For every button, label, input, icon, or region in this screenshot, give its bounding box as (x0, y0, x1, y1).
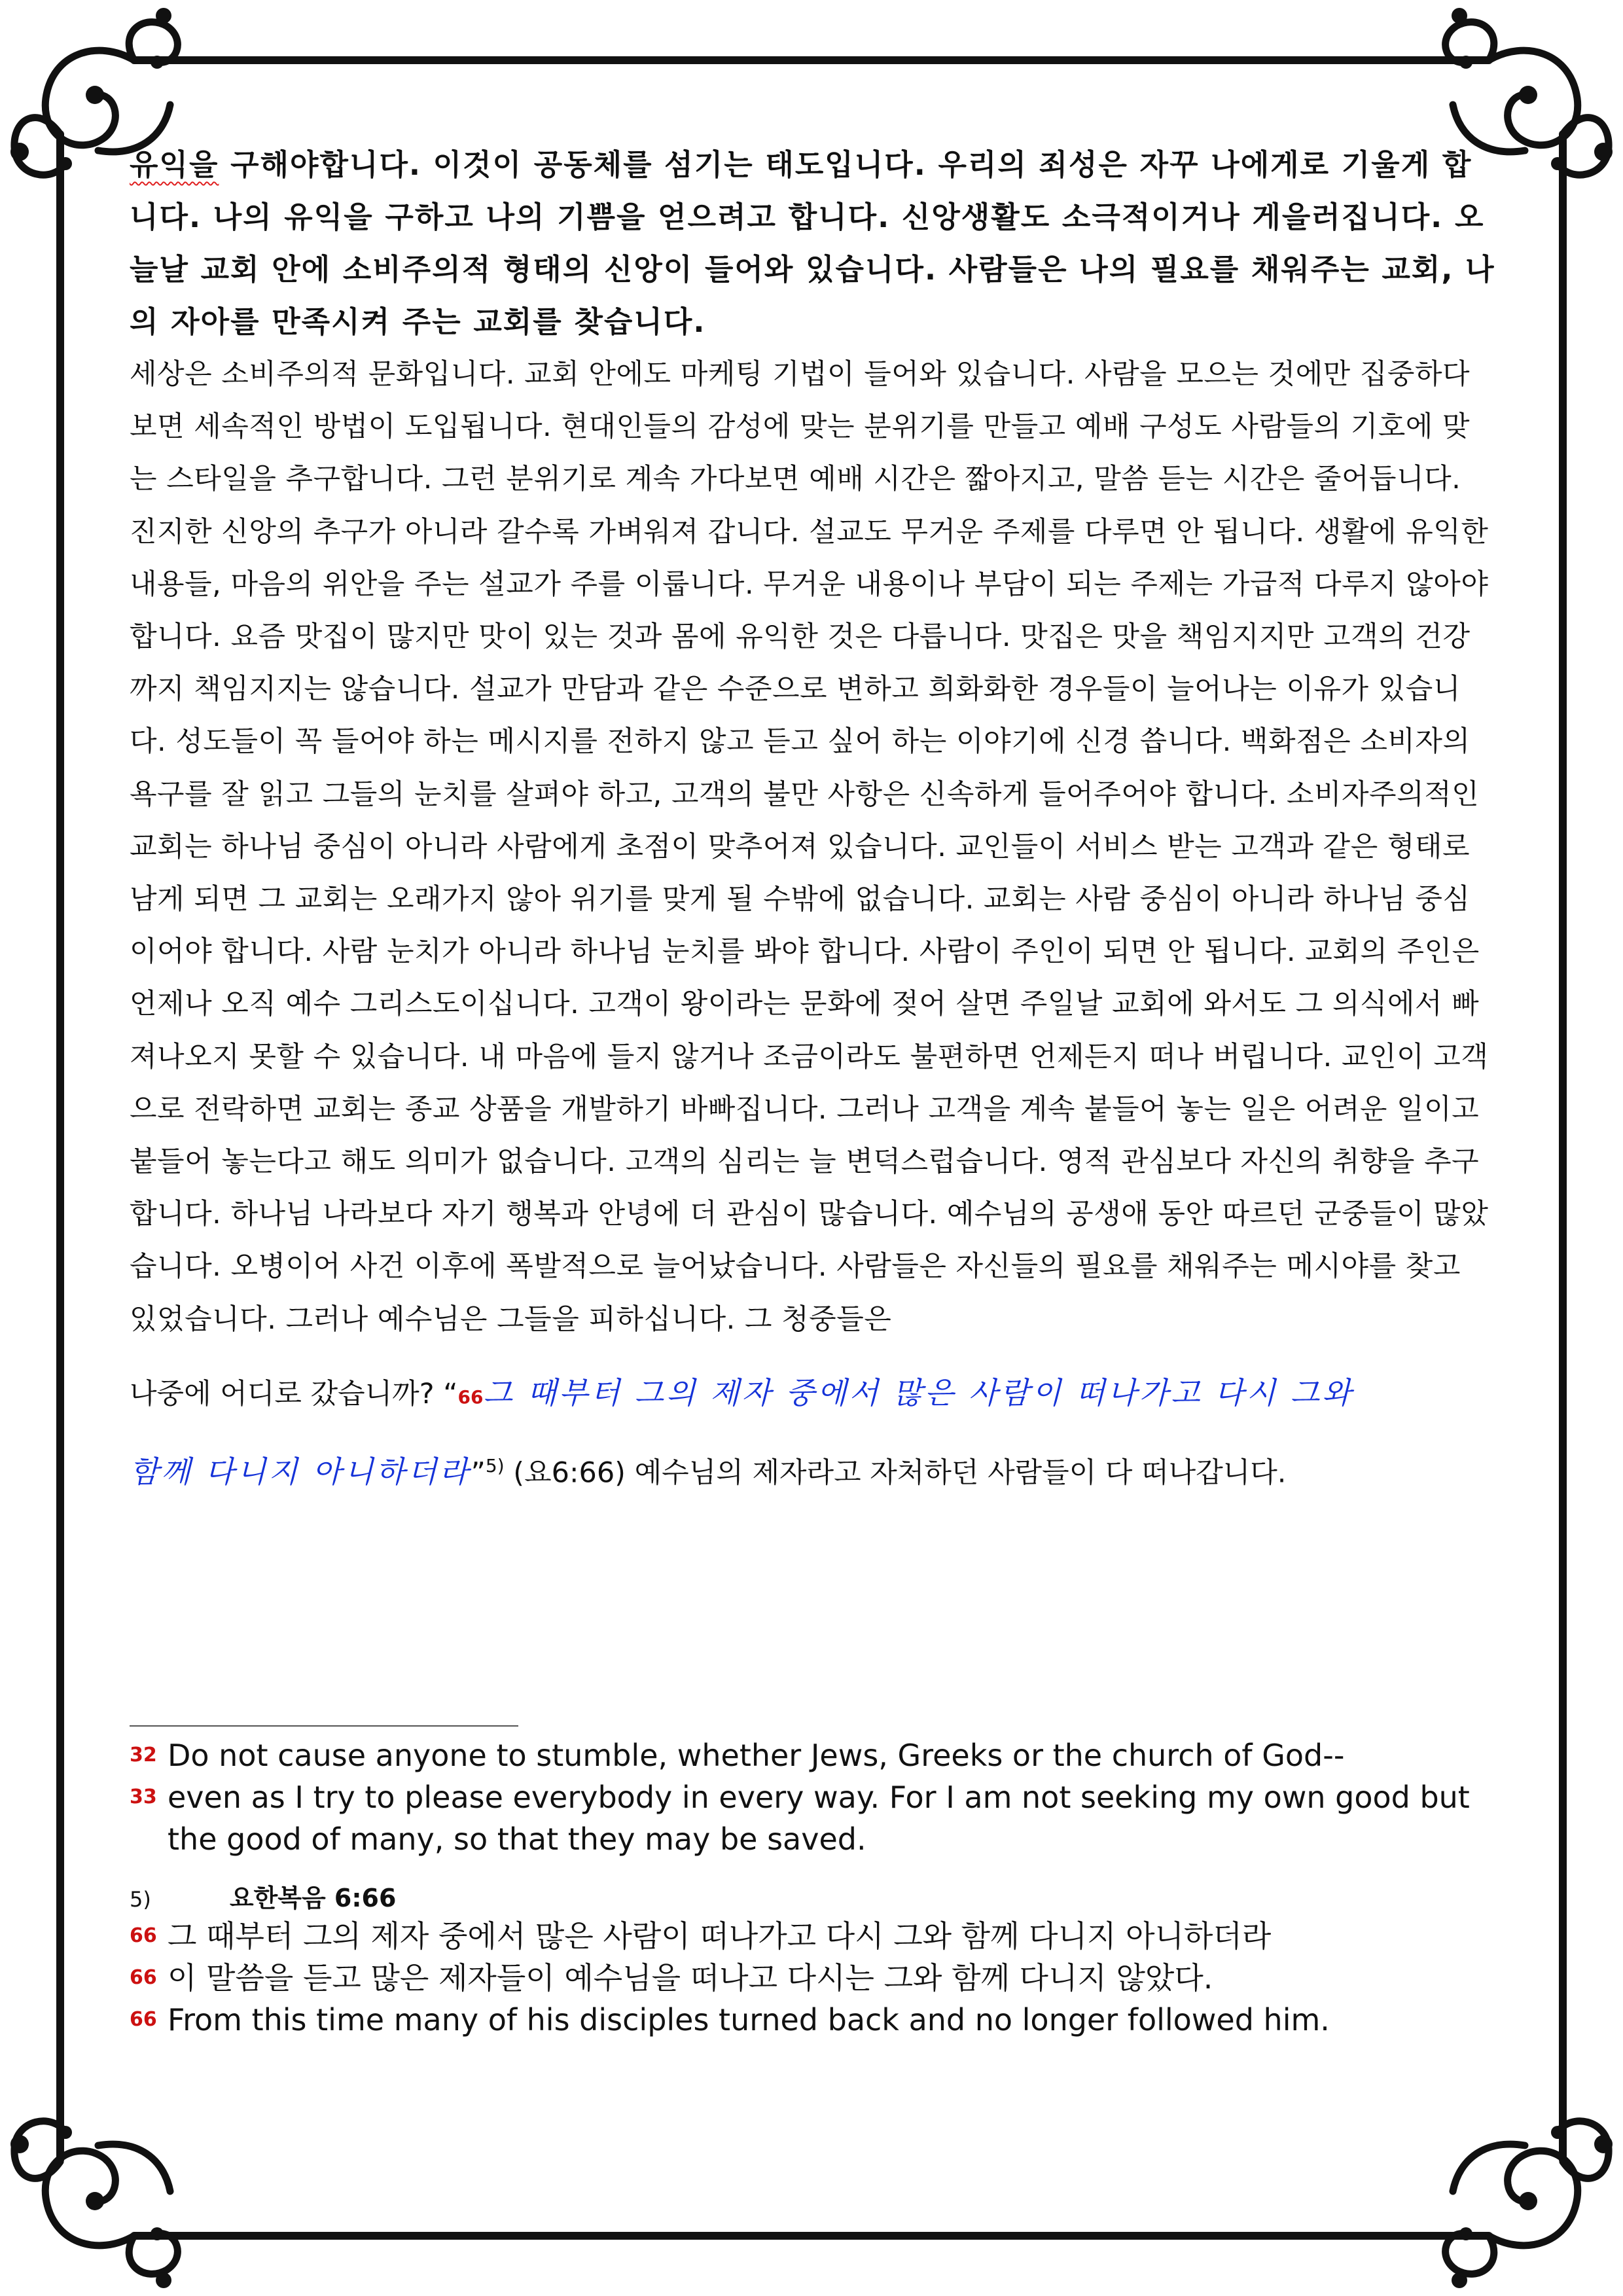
quote-line-1: 나중에 어디로 갔습니까? “66그 때부터 그의 제자 중에서 많은 사람이 떠나가고 다시 그와 (130, 1374, 1354, 1410)
handwritten-quote-1: 그 때부터 그의 제자 중에서 많은 사람이 떠나가고 다시 그와 (483, 1374, 1354, 1410)
verse-line: 66 그 때부터 그의 제자 중에서 많은 사람이 떠나가고 다시 그와 함께 다니지 아니하더라 (130, 1918, 1272, 1954)
verse-line: 33 even as I try to please everybody in every way. For I am not seeking my own good but the good of many, so that they may be saved. (130, 1780, 1470, 1857)
bold-paragraph (130, 139, 1497, 348)
quote-line-2: 함께 다니지 아니하더라”$^{5)}$ (요6:66) 예수님의 제자라고 자처하던 사람들이 다 떠나갑니다. (130, 1454, 1287, 1490)
verse-line: 66 From this time many of his disciples turned back and no longer followed him. (130, 2002, 1330, 2037)
verse-line: 32 Do not cause anyone to stumble, whether Jews, Greeks or the church of God-- (130, 1738, 1345, 1773)
footnote-divider (130, 1725, 518, 1727)
footnote-5-heading: 5) 요한복음 6:66 (130, 1884, 397, 1912)
quote-tail: (요6:66) 예수님의 제자라고 자처하던 사람들이 다 떠나갑니다. (504, 1456, 1287, 1490)
verse-line: 66 이 말씀을 듣고 많은 제자들이 예수님을 떠나고 다시는 그와 함께 다니지 않았다. (130, 1960, 1213, 1996)
underlined-word: 유익을 (130, 147, 219, 182)
bold-paragraph-text: 구해야합니다. 이것이 공동체를 섬기는 태도입니다. 우리의 죄성은 자꾸 나에게로 기울게 합니다. 나의 유익을 구하고 나의 기쁨을 얻으려고 합니다. 신앙생활도 소극적이거나 게을러집니다. 오늘날 교회 안에 소비주의적 형태의 신앙이 들어와 있습니다. 사람들은 나의 필요를 채워주는 교회, 나의 자아를 만족시켜 주는 교회를 찾습니다. (130, 147, 1495, 339)
handwritten-quote-2: 함께 다니지 아니하더라 (130, 1454, 471, 1490)
verse-number: 66 (457, 1386, 484, 1408)
main-content (130, 139, 1497, 1520)
footnotes (130, 1734, 1471, 2041)
footnote-ref: 5) (485, 1454, 505, 1477)
body-paragraph: 세상은 소비주의적 문화입니다. 교회 안에도 마케팅 기법이 들어와 있습니다. 사람을 모으는 것에만 집중하다 보면 세속적인 방법이 도입됩니다. 현대인들의 감성에 맞는 분위기를 만들고 예배 구성도 사람들의 기호에 맞는 스타일을 추구합니다. 그런 분위기로 계속 가다보면 예배 시간은 짧아지고, 말씀 듣는 시간은 줄어듭니다. 진지한 신앙의 추구가 아니라 갈수록 가벼워져 갑니다. 설교도 무거운 주제를 다루면 안 됩니다. 생활에 유익한 내용들, 마음의 위안을 주는 설교가 주를 이룹니다. 무거운 내용이나 부담이 되는 주제는 가급적 다루지 않아야 합니다. 요즘 맛집이 많지만 맛이 있는 것과 몸에 유익한 것은 다릅니다. 맛집은 맛을 책임지지만 고객의 건강까지 책임지지는 않습니다. 설교가 만담과 같은 수준으로 변하고 희화화한 경우들이 늘어나는 이유가 있습니다. 성도들이 꼭 들어야 하는 메시지를 전하지 않고 듣고 싶어 하는 이야기에 신경 씁니다. 백화점은 소비자의 욕구를 잘 읽고 그들의 눈치를 살펴야 하고, 고객의 불만 사항은 신속하게 들어주어야 합니다. 소비자주의적인 교회는 하나님 중심이 아니라 사람에게 초점이 맞추어져 있습니다. 교인들이 서비스 받는 고객과 같은 형태로 남게 되면 그 교회는 오래가지 않아 위기를 맞게 될 수밖에 없습니다. 교회는 사람 중심이 아니라 하나님 중심이어야 합니다. 사람 눈치가 아니라 하나님 눈치를 봐야 합니다. 사람이 주인이 되면 안 됩니다. 교회의 주인은 언제나 오직 예수 그리스도이십니다. 고객이 왕이라는 문화에 젖어 살면 주일날 교회에 와서도 그 의식에서 빠져나오지 못할 수 있습니다. 내 마음에 들지 않거나 조금이라도 불편하면 언제든지 떠나 버립니다. 교인이 고객으로 전락하면 교회는 종교 상품을 개발하기 바빠집니다. 그러나 고객을 계속 붙들어 놓는 일은 어려운 일이고 붙들어 놓는다고 해도 의미가 없습니다. 고객의 심리는 늘 변덕스럽습니다. 영적 관심보다 자신의 취향을 추구합니다. 하나님 나라보다 자기 행복과 안녕에 더 관심이 많습니다. 예수님의 공생애 동안 따르던 군중들이 많았습니다. 오병이어 사건 이후에 폭발적으로 늘어났습니다. 사람들은 자신들의 필요를 채워주는 메시야를 찾고 있었습니다. 그러나 예수님은 그들을 피하십니다. 그 청중들은 (130, 358, 1489, 1336)
